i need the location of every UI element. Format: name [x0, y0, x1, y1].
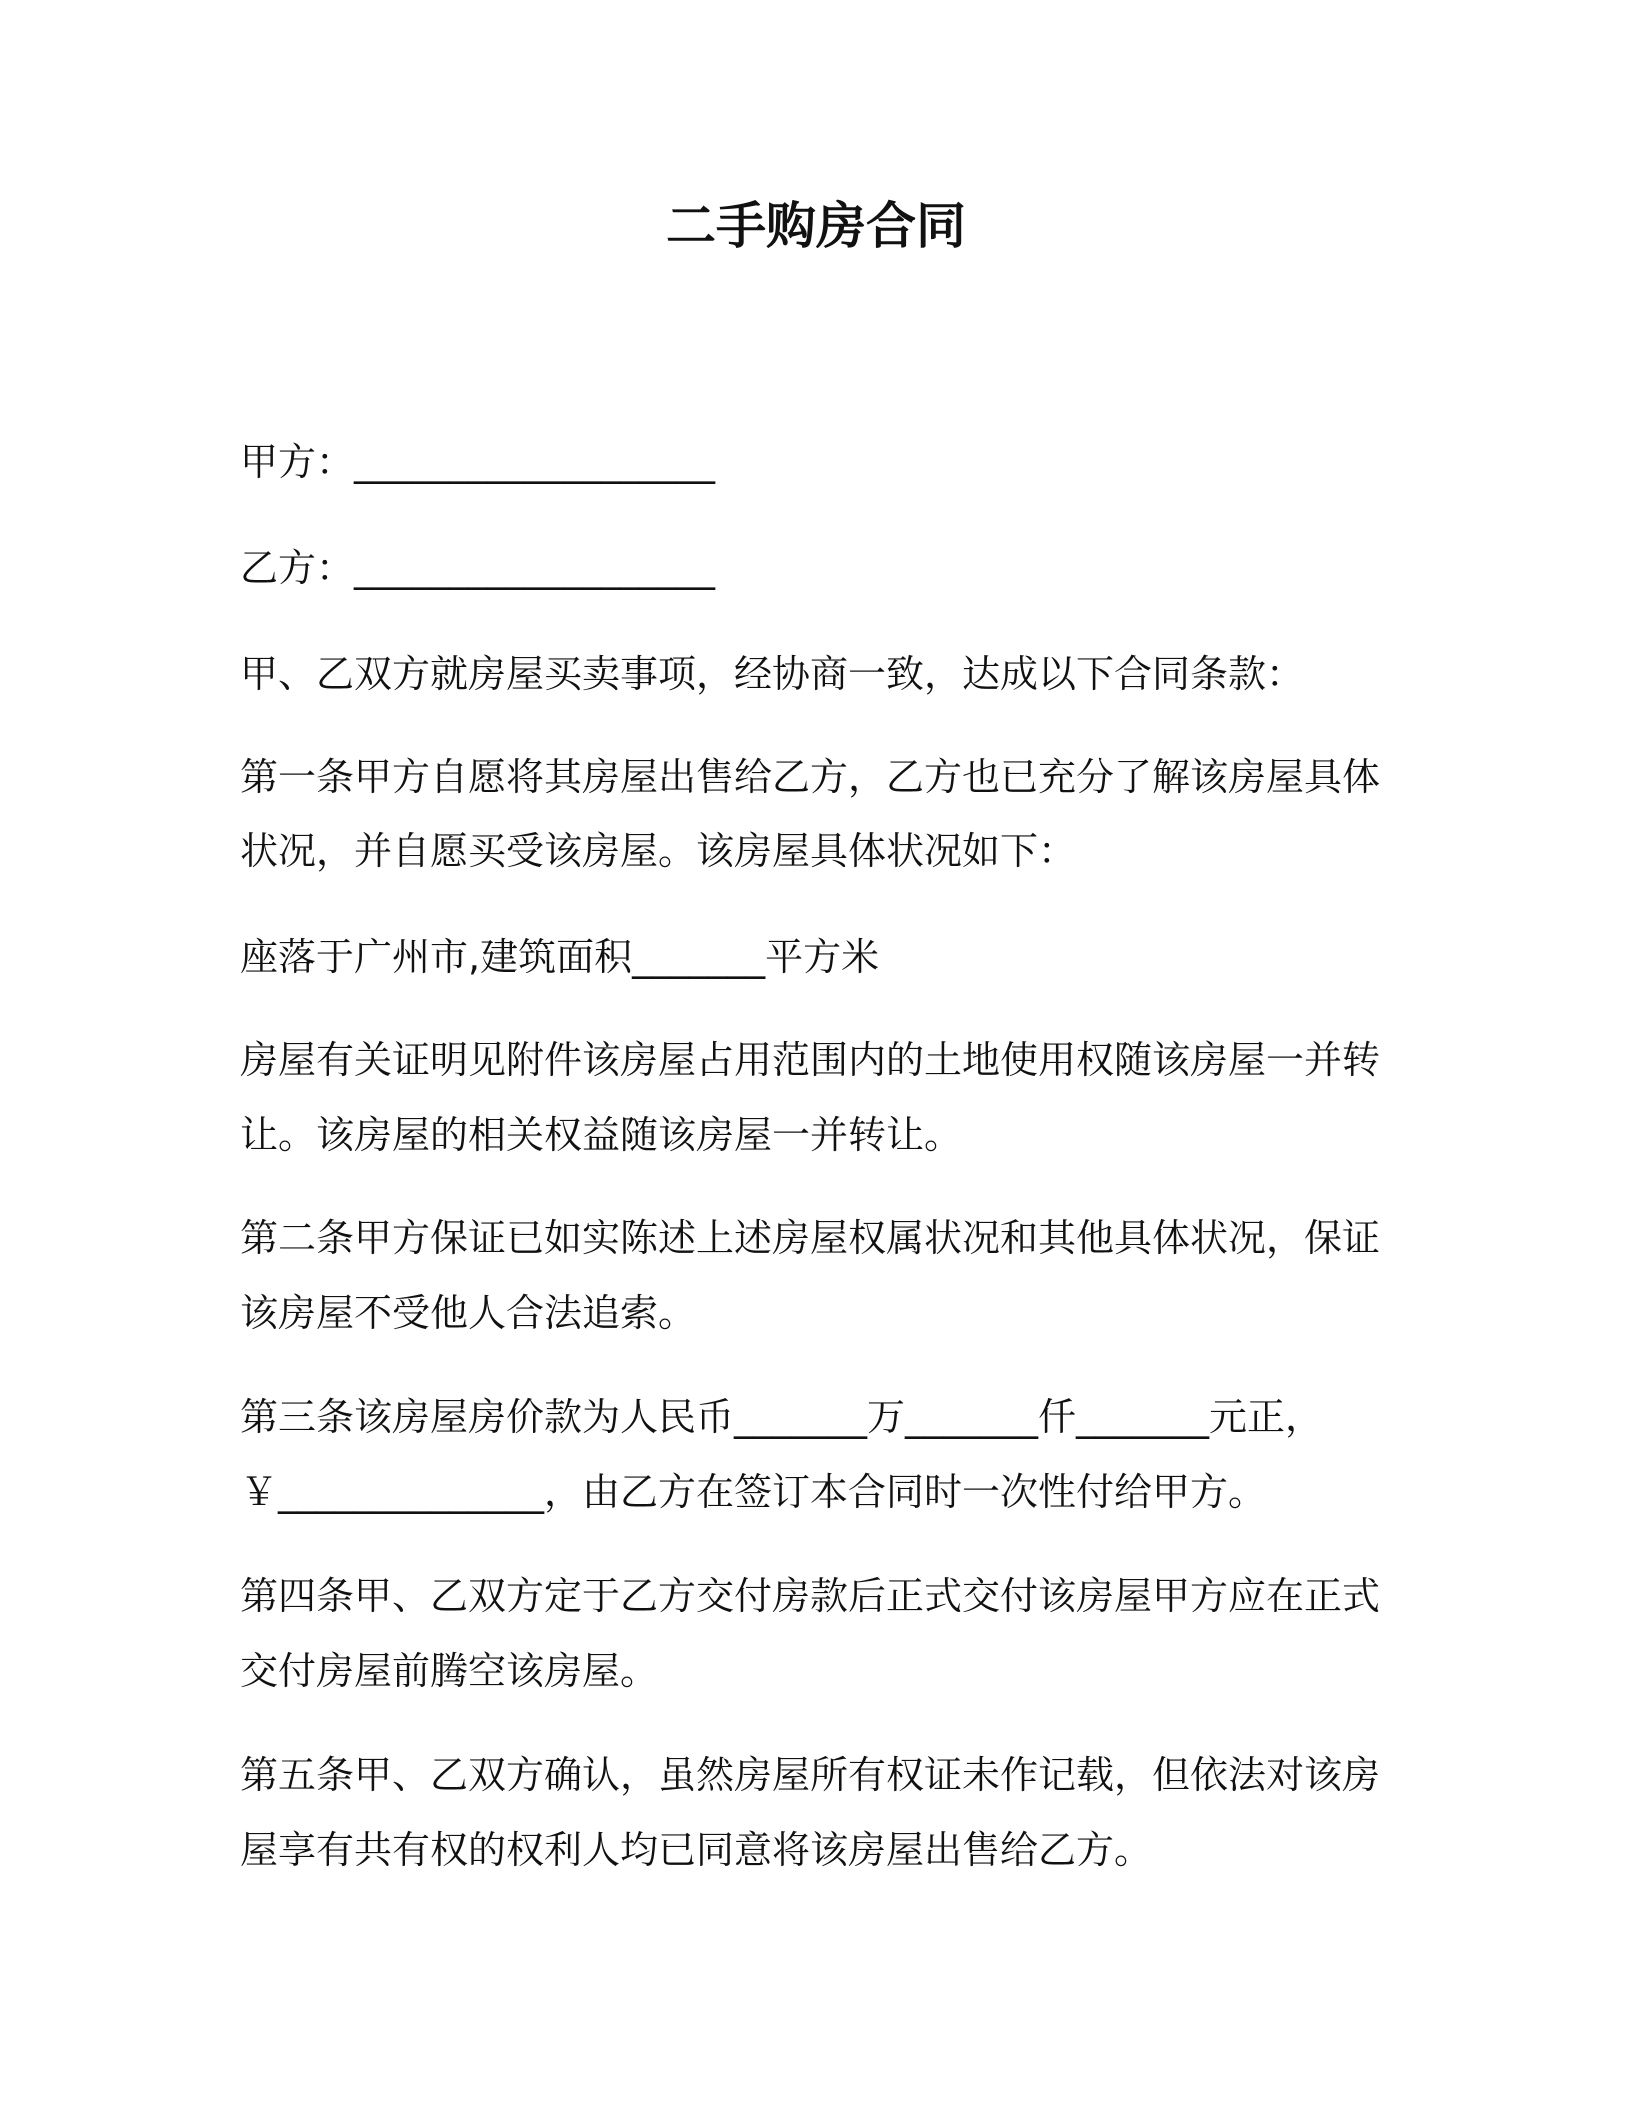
article-3-line-1: 第三条该房屋房价款为人民币_______万_______仟_______元正， [240, 1395, 1324, 1439]
article-4-line-2: 交付房屋前腾空该房屋。 [240, 1649, 659, 1693]
certificate-line-2: 让。该房屋的相关权益随该房屋一并转让。 [240, 1113, 963, 1157]
article-5-line-1: 第五条甲、乙双方确认，虽然房屋所有权证未作记载，但依法对该房 [240, 1753, 1381, 1797]
party-b-line: 乙方：___________________ [240, 546, 716, 590]
article-3-line-2: ￥______________，由乙方在签订本合同时一次性付给甲方。 [240, 1470, 1267, 1514]
document-title: 二手购房合同 [666, 197, 966, 255]
intro-line: 甲、乙双方就房屋买卖事项，经协商一致，达成以下合同条款： [240, 652, 1305, 696]
article-2-line-1: 第二条甲方保证已如实陈述上述房屋权属状况和其他具体状况，保证 [240, 1216, 1381, 1260]
article-5-line-2: 屋享有共有权的权利人均已同意将该房屋出售给乙方。 [240, 1828, 1153, 1872]
location-line: 座落于广州市,建筑面积_______平方米 [240, 935, 880, 979]
article-1-line-2: 状况，并自愿买受该房屋。该房屋具体状况如下： [240, 829, 1077, 873]
certificate-line-1: 房屋有关证明见附件该房屋占用范围内的土地使用权随该房屋一并转 [240, 1038, 1381, 1082]
party-a-line: 甲方：___________________ [240, 440, 716, 484]
article-4-line-1: 第四条甲、乙双方定于乙方交付房款后正式交付该房屋甲方应在正式 [240, 1574, 1381, 1618]
article-2-line-2: 该房屋不受他人合法追索。 [240, 1291, 697, 1335]
article-1-line-1: 第一条甲方自愿将其房屋出售给乙方，乙方也已充分了解该房屋具体 [240, 755, 1381, 799]
